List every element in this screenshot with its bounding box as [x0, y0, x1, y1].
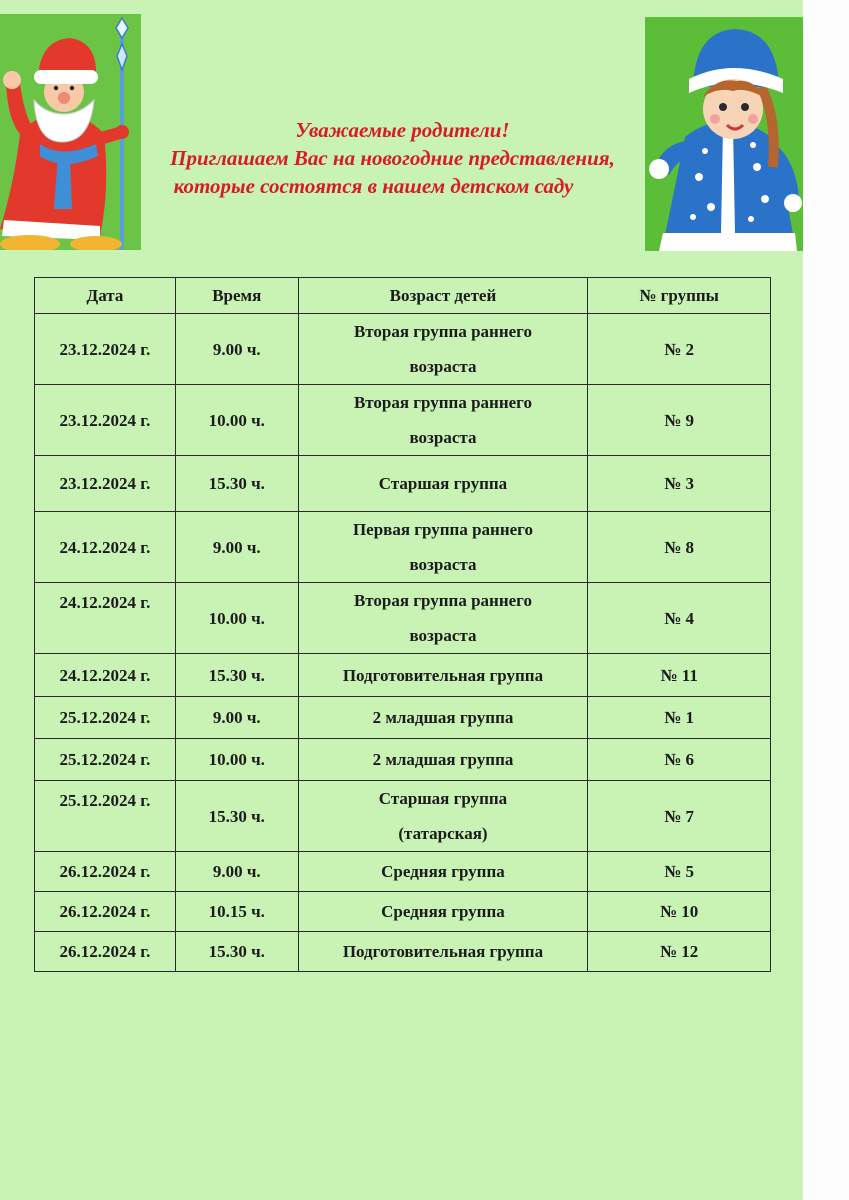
- cell-date: 25.12.2024 г.: [35, 781, 176, 852]
- cell-time: 15.30 ч.: [175, 932, 298, 972]
- cell-group: № 3: [588, 456, 771, 512]
- cell-group: № 2: [588, 314, 771, 385]
- cell-time: 15.30 ч.: [175, 456, 298, 512]
- cell-age: Подготовительная группа: [298, 932, 588, 972]
- cell-date: 26.12.2024 г.: [35, 932, 176, 972]
- cell-age: Средняя группа: [298, 852, 588, 892]
- header-date: Дата: [35, 278, 176, 314]
- cell-time: 10.00 ч.: [175, 739, 298, 781]
- cell-group: № 6: [588, 739, 771, 781]
- header-age: Возраст детей: [298, 278, 588, 314]
- table-row: [35, 739, 771, 781]
- table-row: [35, 781, 771, 852]
- table-row: [35, 583, 771, 654]
- cell-age-line2: (татарская): [398, 824, 488, 843]
- cell-date: 24.12.2024 г.: [35, 583, 176, 654]
- cell-group: № 8: [588, 512, 771, 583]
- cell-age-line1: Вторая группа раннего: [353, 393, 532, 412]
- cell-date: 25.12.2024 г.: [35, 697, 176, 739]
- cell-time: 9.00 ч.: [175, 852, 298, 892]
- table-row: [35, 892, 771, 932]
- cell-age: Старшая группа: [298, 456, 588, 512]
- cell-age: [298, 512, 588, 583]
- cell-age: [298, 314, 588, 385]
- cell-group: № 9: [588, 385, 771, 456]
- cell-age: [298, 583, 588, 654]
- invitation-heading: [140, 116, 645, 200]
- cell-date: 26.12.2024 г.: [35, 852, 176, 892]
- cell-group: № 7: [588, 781, 771, 852]
- cell-age: 2 младшая группа: [298, 697, 588, 739]
- cell-time: 9.00 ч.: [175, 314, 298, 385]
- cell-age-line2: возраста: [409, 357, 477, 376]
- cell-age-line2: возраста: [409, 555, 477, 574]
- scan-margin: [803, 0, 849, 1200]
- heading-greeting: Уважаемые родители!: [295, 118, 510, 142]
- cell-date: 25.12.2024 г.: [35, 739, 176, 781]
- cell-date: 23.12.2024 г.: [35, 456, 176, 512]
- cell-date: 26.12.2024 г.: [35, 892, 176, 932]
- cell-age: [298, 385, 588, 456]
- cell-date: 23.12.2024 г.: [35, 385, 176, 456]
- cell-age: Подготовительная группа: [298, 654, 588, 697]
- table-row: [35, 697, 771, 739]
- cell-age-line1: Вторая группа раннего: [353, 591, 532, 610]
- cell-time: 10.00 ч.: [175, 385, 298, 456]
- cell-group: № 4: [588, 583, 771, 654]
- cell-age: [298, 781, 588, 852]
- cell-age-line1: Первая группа раннего: [352, 520, 533, 539]
- cell-age: 2 младшая группа: [298, 739, 588, 781]
- table-row: [35, 385, 771, 456]
- cell-age: Средняя группа: [298, 892, 588, 932]
- ded-moroz-illustration: [0, 14, 141, 250]
- cell-age-line1: Вторая группа раннего: [353, 322, 532, 341]
- cell-group: № 1: [588, 697, 771, 739]
- table-row: [35, 456, 771, 512]
- heading-location: которые состоятся в нашем детском саду: [173, 174, 574, 198]
- table-row: [35, 654, 771, 697]
- heading-invitation: Приглашаем Вас на новогодние представления,: [170, 146, 615, 170]
- table-row: [35, 852, 771, 892]
- cell-date: 24.12.2024 г.: [35, 512, 176, 583]
- table-row: [35, 314, 771, 385]
- cell-time: 15.30 ч.: [175, 654, 298, 697]
- header-group: № группы: [588, 278, 771, 314]
- cell-date: 23.12.2024 г.: [35, 314, 176, 385]
- table-header-row: [35, 278, 771, 314]
- cell-time: 9.00 ч.: [175, 512, 298, 583]
- cell-group: № 10: [588, 892, 771, 932]
- cell-age-line1: Старшая группа: [378, 789, 508, 808]
- cell-time: 10.15 ч.: [175, 892, 298, 932]
- cell-age-line2: возраста: [409, 428, 477, 447]
- snegurochka-illustration: [645, 17, 803, 251]
- cell-group: № 12: [588, 932, 771, 972]
- cell-age-line2: возраста: [409, 626, 477, 645]
- cell-group: № 5: [588, 852, 771, 892]
- table-row: [35, 932, 771, 972]
- table-row: [35, 512, 771, 583]
- performance-schedule-table: [34, 277, 771, 972]
- cell-time: 9.00 ч.: [175, 697, 298, 739]
- header-time: Время: [175, 278, 298, 314]
- cell-date: 24.12.2024 г.: [35, 654, 176, 697]
- cell-group: № 11: [588, 654, 771, 697]
- cell-time: 10.00 ч.: [175, 583, 298, 654]
- cell-time: 15.30 ч.: [175, 781, 298, 852]
